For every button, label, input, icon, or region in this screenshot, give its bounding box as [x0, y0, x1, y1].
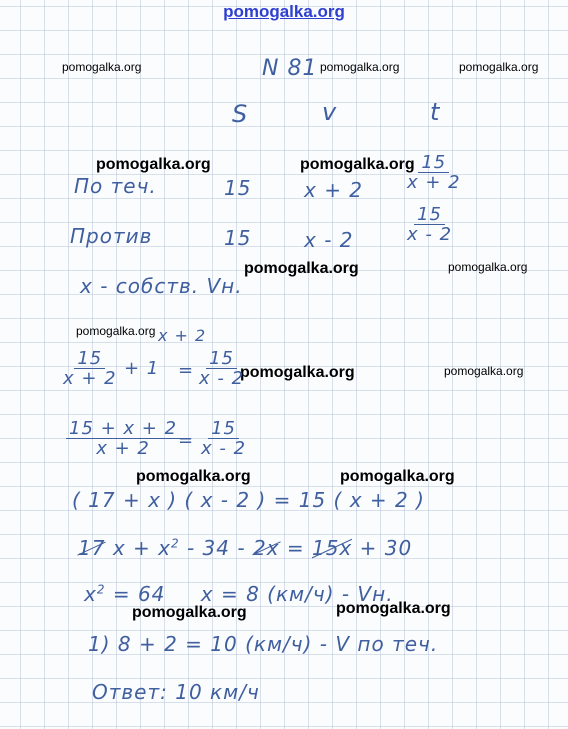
cancelled-term: 2x	[252, 536, 280, 560]
eq5-variable: x	[84, 582, 97, 606]
row1-distance: 15	[224, 176, 252, 200]
watermark: pomogalka.org	[300, 156, 415, 173]
exponent: 2	[170, 536, 180, 551]
watermark: pomogalka.org	[62, 60, 142, 74]
watermark: pomogalka.org	[340, 468, 455, 485]
eq5-solution: x = 8 (км/ч) - Vн.	[200, 582, 394, 606]
eq4-term: =	[286, 536, 305, 560]
fraction-numerator: 15	[206, 350, 237, 369]
eq1-left-fraction	[60, 350, 120, 389]
eq4-term: - 34 -	[186, 536, 246, 560]
watermark: pomogalka.org	[132, 604, 247, 621]
eq4-term: + 30	[359, 536, 413, 560]
eq1-plus-one: + 1	[124, 358, 160, 379]
eq1-equals: =	[178, 360, 195, 381]
step-1: 1) 8 + 2 = 10 (км/ч) - V по теч.	[88, 632, 439, 656]
watermark: pomogalka.org	[459, 60, 539, 74]
eq2-equals: =	[178, 430, 195, 451]
fraction-denominator: x + 2	[96, 438, 150, 459]
eq2-right-fraction	[198, 420, 249, 459]
fraction-numerator: 15	[418, 154, 449, 173]
eq5-line	[84, 582, 394, 606]
eq4-term: x + x	[112, 536, 171, 560]
row-label-upstream: Против	[70, 224, 153, 248]
watermark: pomogalka.org	[444, 364, 524, 378]
watermark: pomogalka.org	[320, 60, 400, 74]
site-title-link[interactable]: pomogalka.org	[223, 2, 345, 21]
cancelled-term: 15x	[311, 536, 353, 560]
watermark: pomogalka.org	[336, 600, 451, 617]
row2-distance: 15	[224, 226, 252, 250]
fraction-numerator: 15	[74, 350, 105, 369]
column-header-t: t	[430, 98, 441, 126]
watermark: pomogalka.org	[136, 468, 251, 485]
eq1-multiplier: x + 2	[158, 326, 207, 345]
fraction-denominator: x - 2	[407, 224, 453, 245]
watermark: pomogalka.org	[96, 156, 211, 173]
eq5-value: = 64	[112, 582, 166, 606]
watermark: pomogalka.org	[244, 260, 359, 277]
watermark: pomogalka.org	[240, 364, 355, 381]
watermark: pomogalka.org	[76, 324, 156, 338]
row1-speed: x + 2	[304, 178, 364, 202]
fraction-numerator: 15	[414, 206, 445, 225]
column-header-s: S	[232, 100, 249, 128]
fraction-numerator: 15	[208, 420, 239, 439]
row2-time-fraction	[404, 206, 455, 245]
fraction-denominator: x - 2	[201, 438, 247, 459]
eq3-expanded: ( 17 + x ) ( x - 2 ) = 15 ( x + 2 )	[72, 488, 425, 512]
column-header-v: v	[322, 98, 338, 126]
row2-speed: x - 2	[304, 228, 354, 252]
answer: Ответ: 10 км/ч	[92, 680, 260, 704]
row-label-downstream: По теч.	[74, 174, 157, 198]
fraction-denominator: x + 2	[63, 368, 117, 389]
eq1-right-fraction	[196, 350, 247, 389]
eq2-left-fraction	[66, 420, 180, 459]
fraction-denominator: x - 2	[199, 368, 245, 389]
eq4-line	[78, 536, 412, 560]
fraction-denominator: x + 2	[407, 172, 461, 193]
variable-definition: x - собств. Vн.	[80, 274, 243, 298]
exponent: 2	[96, 582, 106, 597]
problem-number: N 81	[262, 56, 318, 81]
row1-time-fraction	[404, 154, 464, 193]
watermark: pomogalka.org	[448, 260, 528, 274]
cancelled-term: 17	[78, 536, 106, 560]
fraction-numerator: 15 + x + 2	[66, 420, 180, 439]
